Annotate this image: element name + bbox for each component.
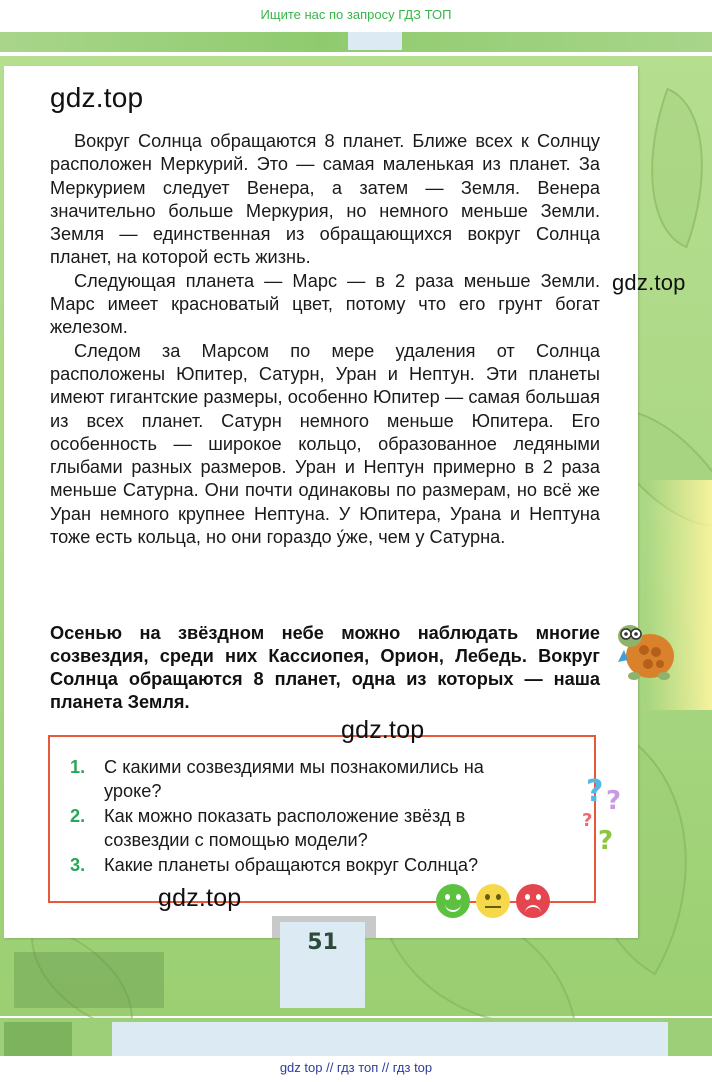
happy-face-icon [436,884,470,918]
questions-box [48,735,596,903]
paragraph: Вокруг Солнца обращаются 8 планет. Ближе всех к Солнцу расположен Меркурий. Это — самая маленькая из планет. За Меркурием следует Венера, а затем — Земля. Венера значительно больше Меркурия, но немного меньше Земли. Земля — единственная из обращающихся вокруг Солнца планет, на которой есть жизнь. [50,131,600,268]
question-text: Как можно показать расположение звёзд в созвездии с помощью модели? [104,806,466,850]
paragraph: Следом за Марсом по мере удаления от Солнца расположены Юпитер, Сатурн, Уран и Нептун. Эти планеты имеют гигантские размеры, особенно Юпитер — самая большая из всех планет. Сатурн немного меньше Юпитера. Его особенность — широкое кольцо, образованное ледяными глыбами разных размеров. Уран и Нептун примерно в 2 раза меньше Сатурна. Они почти одинаковы по размерам, но всё же Уран немного крупнее Нептуна. У Юпитера, Урана и Нептуна тоже есть кольца, но они гораздо у́же, чем у Сатурна. [50,340,600,548]
watermark: gdz.top [158,884,242,912]
question-item [70,804,530,852]
question-text: Какие планеты обращаются вокруг Солнца? [104,855,479,875]
self-assessment-faces [436,884,556,924]
watermark: gdz.top [612,270,686,295]
top-banner[interactable]: Ищите нас по запросу ГДЗ ТОП [260,7,452,22]
question-number: 2. [70,806,86,826]
paragraph: Следующая планета — Марс — в 2 раза меньше Земли. Марс имеет красноватый цвет, потому что его грунт богат железом. [50,270,600,338]
next-page-strip [0,1018,712,1056]
footer-links[interactable]: gdz top // гдз топ // гдз top [279,1060,433,1075]
sad-face-icon [516,884,550,918]
question-item [70,853,530,877]
main-text [50,130,600,549]
tortoise-mascot-icon [614,616,678,684]
question-text: С какими созвездиями мы познакомились на уроке? [104,757,484,801]
watermark: gdz.top [341,716,425,744]
page-number: 51 [307,930,338,955]
question-item [70,755,530,803]
question-number: 3. [70,855,86,875]
watermark: gdz.top [50,82,144,113]
question-marks-icon: ? ? ? ? [582,774,622,856]
previous-page-strip [0,32,712,52]
question-number: 1. [70,757,86,777]
summary-text: Осенью на звёздном небе можно наблюдать многие созвездия, среди них Кассиопея, Орион, Лебедь. Вокруг Солнца обращаются 8 планет, одна из которых — наша планета Земля. [50,623,600,712]
neutral-face-icon [476,884,510,918]
